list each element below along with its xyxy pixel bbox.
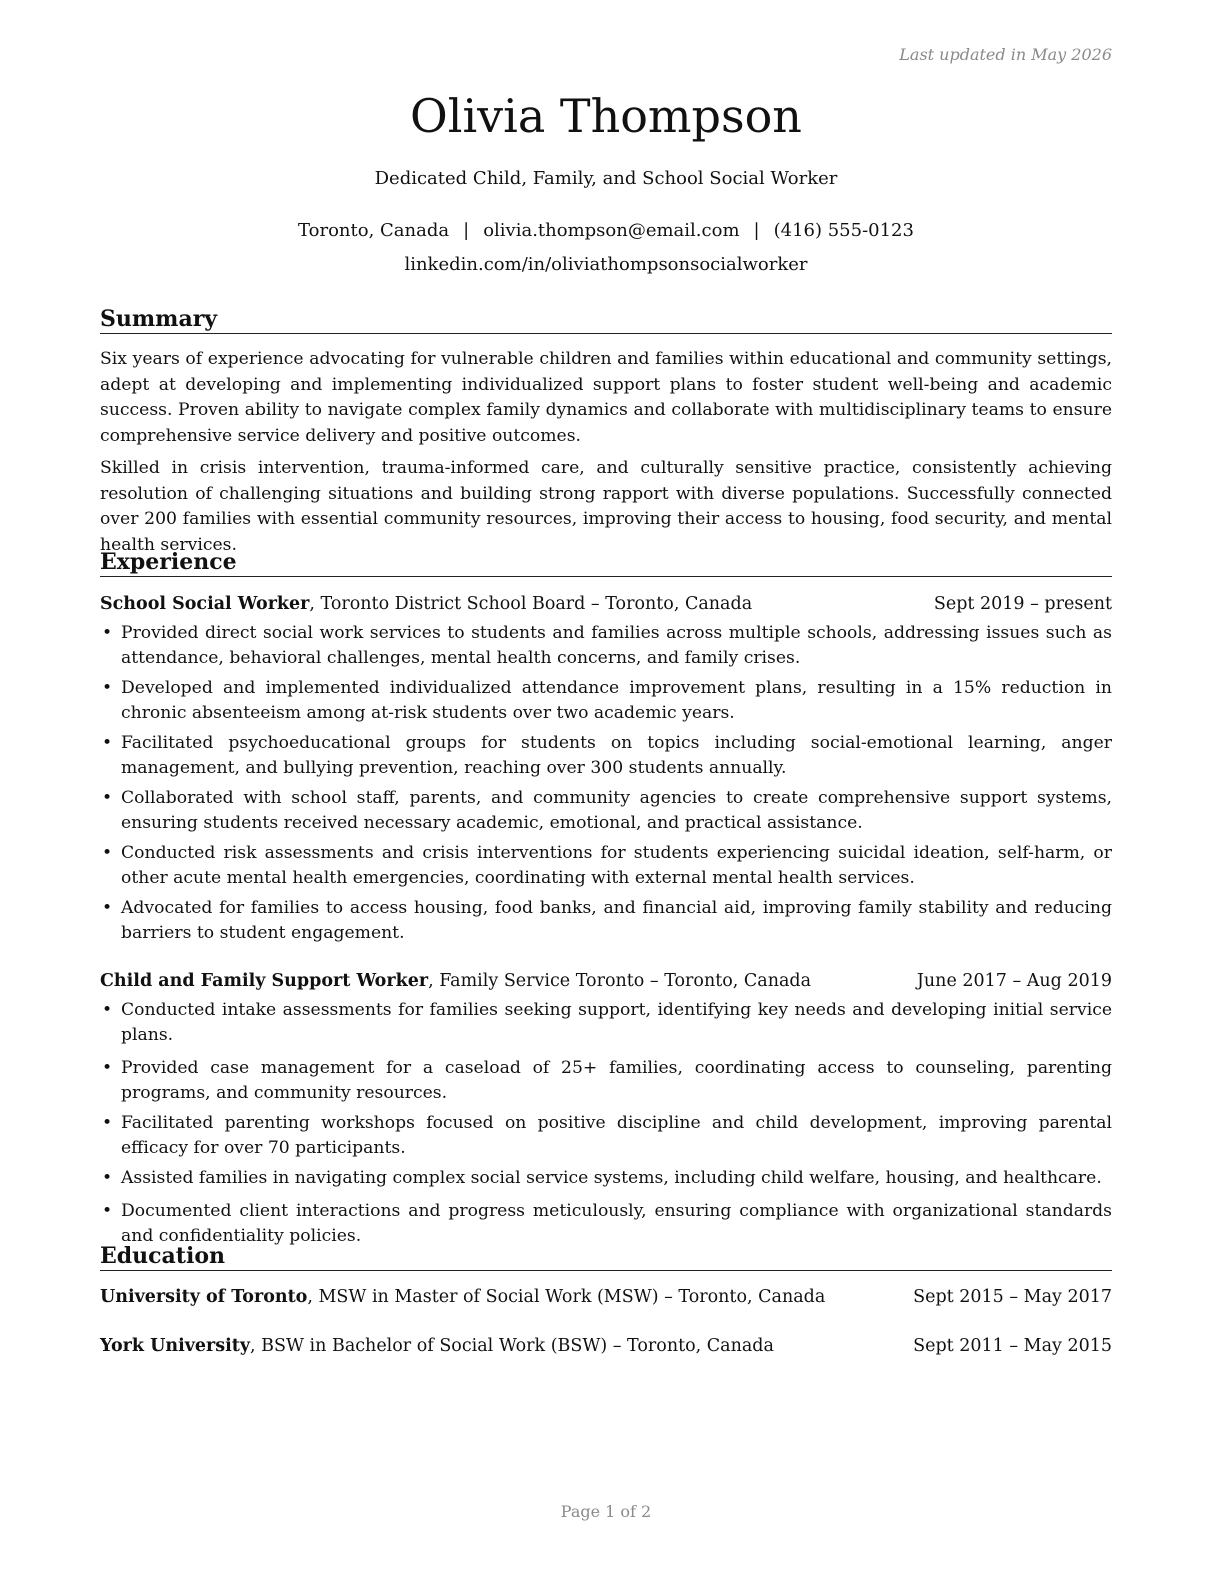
education-detail: , MSW in Master of Social Work (MSW) – Toronto, Canada	[307, 1287, 826, 1307]
job-bullet: • Documented client interactions and progress meticulously, ensuring compliance with organizational standards and confidentiality policies.	[102, 1201, 1112, 1246]
job-title: Child and Family Support Worker	[100, 971, 429, 991]
job-bullet: • Conducted risk assessments and crisis interventions for students experiencing suicidal ideation, self-harm, or other acute mental health emergencies, coordinating with external mental health services.	[102, 843, 1112, 888]
education-school: University of Toronto	[100, 1287, 308, 1307]
job-bullet: • Conducted intake assessments for families seeking support, identifying key needs and developing initial service plans.	[102, 1000, 1112, 1045]
bullet-dot-icon: •	[102, 898, 113, 918]
job-dates: June 2017 – Aug 2019	[916, 971, 1112, 991]
resume-page	[100, 0, 1112, 1584]
summary-paragraph-1: Six years of experience advocating for vulnerable children and families within educational and community settings, adept at developing and implementing individualized support plans to foster student well-being and academic success. Proven ability to navigate complex family dynamics and collaborate with multidisciplinary teams to ensure comprehensive service delivery and positive outcomes.	[100, 349, 1112, 446]
bullet-dot-icon: •	[102, 843, 113, 863]
contact-phone[interactable]: (416) 555-0123	[773, 220, 914, 241]
job-bullet: • Assisted families in navigating complex social service systems, including child welfare, housing, and healthcare.	[100, 1166, 1112, 1191]
bullet-dot-icon: •	[102, 1201, 113, 1221]
job-bullet: • Advocated for families to access housing, food banks, and financial aid, improving family stability and reducing barriers to student engagement.	[102, 898, 1112, 943]
job-title: School Social Worker	[100, 594, 310, 614]
contact-line	[100, 220, 1112, 242]
bullet-dot-icon: •	[102, 1113, 113, 1133]
education-dates: Sept 2015 – May 2017	[913, 1287, 1112, 1307]
education-school: York University	[100, 1336, 250, 1356]
job-bullet-list	[100, 621, 1112, 946]
page-number: Page 1 of 2	[560, 1502, 652, 1521]
contact-separator: |	[463, 220, 470, 241]
contact-separator: |	[753, 220, 760, 241]
bullet-dot-icon: •	[102, 1000, 113, 1020]
job-organization: , Toronto District School Board – Toronto, Canada	[309, 594, 753, 614]
job-bullet: • Developed and implemented individualized attendance improvement plans, resulting in a 15% reduction in chronic absenteeism among at-risk students over two academic years.	[102, 678, 1112, 723]
job-header	[100, 593, 1112, 615]
job-bullet: • Facilitated psychoeducational groups for students on topics including social-emotional learning, anger management, and bullying prevention, reaching over 300 students annually.	[102, 733, 1112, 778]
candidate-tagline: Dedicated Child, Family, and School Social Worker	[374, 168, 838, 189]
summary-paragraph-2: Skilled in crisis intervention, trauma-informed care, and culturally sensitive practice, consistently achieving resolution of challenging situations and building strong rapport with diverse populations. Successfully connected over 200 families with essential community resources, improving their access to housing, food security, and mental health services.	[100, 458, 1112, 555]
job-dates: Sept 2019 – present	[933, 594, 1112, 614]
contact-email[interactable]: olivia.thompson@email.com	[483, 220, 740, 241]
job-bullet-list	[100, 998, 1112, 1249]
bullet-dot-icon: •	[102, 1058, 113, 1078]
bullet-dot-icon: •	[102, 788, 113, 808]
bullet-dot-icon: •	[102, 733, 113, 753]
education-item	[100, 1335, 1112, 1357]
summary-heading: Summary	[100, 306, 1112, 334]
bullet-dot-icon: •	[102, 1168, 113, 1188]
last-updated-note: Last updated in May 2026	[899, 45, 1112, 64]
experience-heading: Experience	[100, 549, 1112, 577]
education-dates: Sept 2011 – May 2015	[913, 1336, 1112, 1356]
bullet-dot-icon: •	[102, 678, 113, 698]
education-heading: Education	[100, 1243, 1112, 1271]
job-bullet: • Provided case management for a caseload of 25+ families, coordinating access to counseling, parenting programs, and community resources.	[102, 1058, 1112, 1103]
education-detail: , BSW in Bachelor of Social Work (BSW) – Toronto, Canada	[250, 1336, 774, 1356]
contact-linkedin[interactable]: linkedin.com/in/oliviathompsonsocialworker	[404, 254, 808, 275]
job-bullet: • Collaborated with school staff, parents, and community agencies to create comprehensive support systems, ensuring students received necessary academic, emotional, and practical assistance.	[102, 788, 1112, 833]
contact-location: Toronto, Canada	[298, 220, 450, 241]
candidate-name: Olivia Thompson	[410, 89, 802, 143]
education-item	[100, 1286, 1112, 1308]
job-bullet: • Facilitated parenting workshops focused on positive discipline and child development, improving parental efficacy for over 70 participants.	[102, 1113, 1112, 1158]
job-bullet: • Provided direct social work services to students and families across multiple schools, addressing issues such as attendance, behavioral challenges, mental health concerns, and family crises.	[102, 623, 1112, 668]
bullet-dot-icon: •	[102, 623, 113, 643]
job-organization: , Family Service Toronto – Toronto, Canada	[428, 971, 812, 991]
job-header	[100, 970, 1112, 992]
